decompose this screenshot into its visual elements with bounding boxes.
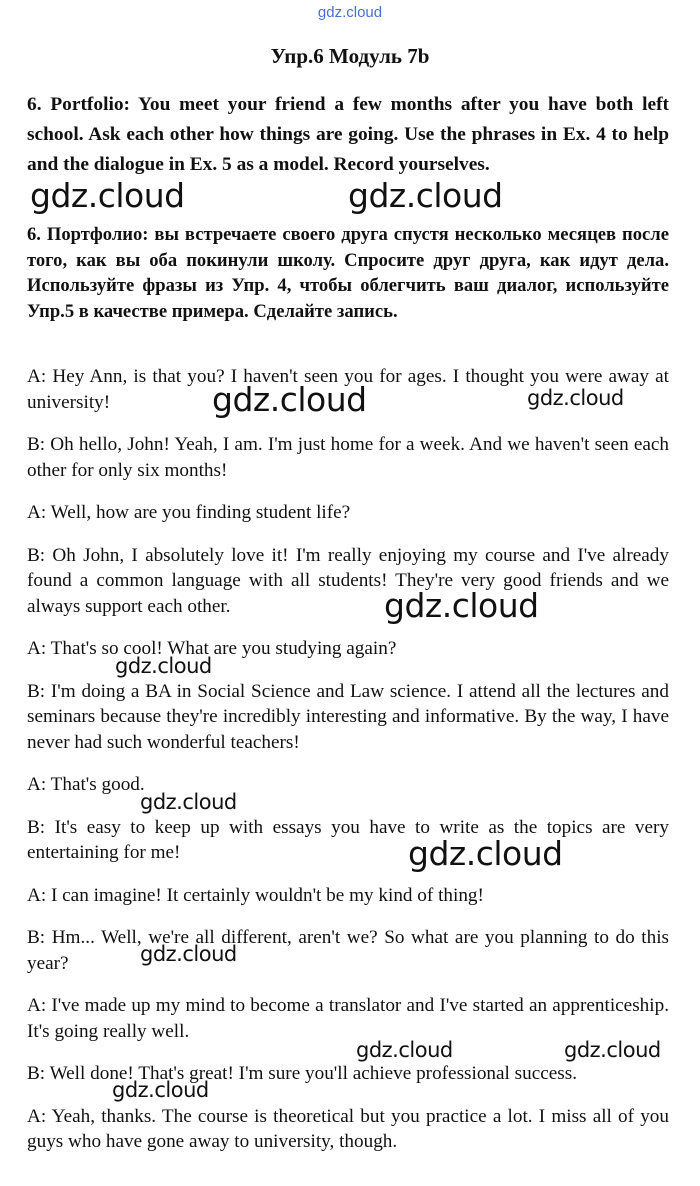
watermark: gdz.cloud [115, 654, 212, 678]
dialogue-line: A: That's so cool! What are you studying again? [27, 638, 397, 659]
watermark: gdz.cloud [212, 380, 367, 419]
task-russian: 6. Портфолио: вы встречаете своего друга спустя несколько месяцев после того, как вы оба покинули школу. Спросите друг друга, как идут дела. Используйте фразы из Упр. 4, чтобы облегчить ваш диалог, используйте Упр.5 в качестве примера. Сделайте запись. [27, 224, 669, 322]
watermark: gdz.cloud [140, 790, 237, 814]
dialogue-line: A: I've made up my mind to become a translator and I've started an apprenticeship. It's going really well. [27, 995, 669, 1042]
task-english: 6. Portfolio: You meet your friend a few months after you have both left school. Ask each other how things are going. Use the phrases in Ex. 4 to help and the dialogue in Ex. 5 as a model. Record yourselves. [27, 94, 669, 175]
watermark: gdz.cloud [30, 176, 185, 215]
dialogue-line: A: Hey Ann, is that you? I haven't seen you for ages. I thought you were away at university! [27, 366, 669, 413]
dialogue-line: A: Well, how are you finding student life? [27, 502, 351, 523]
watermark: gdz.cloud [408, 834, 563, 873]
watermark: gdz.cloud [384, 586, 539, 625]
dialogue-line: B: Hm... Well, we're all different, aren't we? So what are you planning to do this year? [27, 927, 669, 974]
watermark: gdz.cloud [348, 176, 503, 215]
dialogue-line: A: Yeah, thanks. The course is theoretical but you practice a lot. I miss all of you guys who have gone away to university, though. [27, 1105, 669, 1152]
watermark: gdz.cloud [140, 942, 237, 966]
dialogue-line: B: Oh hello, John! Yeah, I am. I'm just home for a week. And we haven't seen each other for only six months! [27, 434, 669, 481]
watermark: gdz.cloud [527, 386, 624, 410]
watermark: gdz.cloud [564, 1038, 661, 1062]
watermark: gdz.cloud [112, 1078, 209, 1102]
dialogue-line: B: I'm doing a BA in Social Science and Law science. I attend all the lectures and seminars because they're incredibly interesting and informative. By the way, I have never had such wonderful teachers! [27, 680, 669, 753]
dialogue-line: B: It's easy to keep up with essays you have to write as the topics are very entertaining for me! [27, 816, 669, 863]
page-title: Упр.6 Модуль 7b [270, 44, 430, 68]
dialogue-line: A: That's good. [27, 774, 145, 795]
watermark: gdz.cloud [356, 1038, 453, 1062]
dialogue-line: B: Well done! That's great! I'm sure you'll achieve professional success. [27, 1063, 578, 1084]
dialogue-line: A: I can imagine! It certainly wouldn't be my kind of thing! [27, 884, 484, 906]
site-link[interactable]: gdz.cloud [317, 4, 383, 21]
dialogue-line: B: Oh John, I absolutely love it! I'm really enjoying my course and I've already found a common language with all students! They're very good friends and we always support each other. [27, 544, 669, 617]
